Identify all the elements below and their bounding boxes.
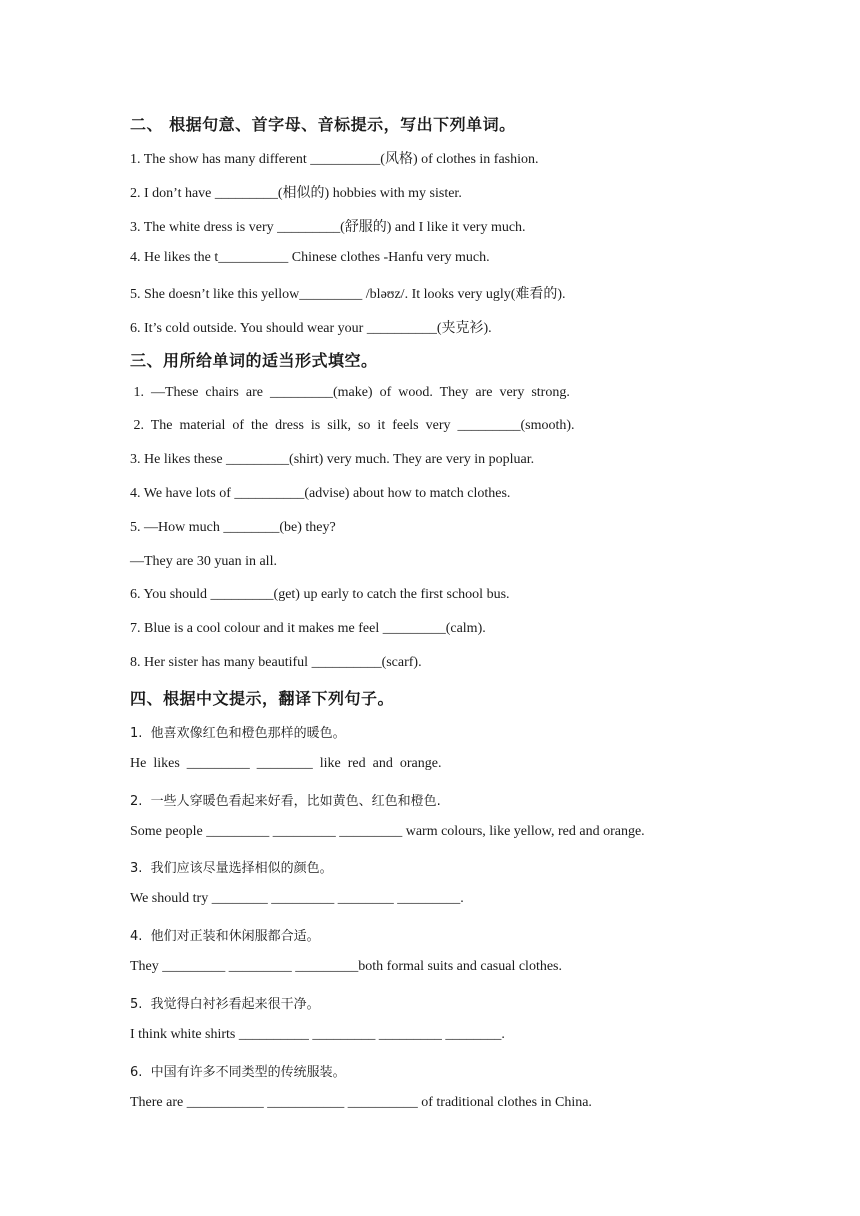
section-heading-3: 三、用所给单词的适当形式填空。 <box>130 351 378 370</box>
translation-line: I think white shirts __________ _________ _________ ________. <box>130 1027 505 1042</box>
chinese-prompt: 3. 我们应该尽量选择相似的颜色。 <box>130 861 333 876</box>
exercise-line: 2. I don’t have _________(相似的) hobbies with my sister. <box>130 186 462 201</box>
exercise-line: 1. —These chairs are _________(make) of wood. They are very strong. <box>130 385 570 400</box>
exercise-line: 6. You should _________(get) up early to catch the first school bus. <box>130 587 510 602</box>
translation-line: They _________ _________ _________both formal suits and casual clothes. <box>130 959 562 974</box>
exercise-line: 8. Her sister has many beautiful __________(scarf). <box>130 655 422 670</box>
translation-line: Some people _________ _________ _________ warm colours, like yellow, red and orange. <box>130 824 645 839</box>
exercise-line: 3. The white dress is very _________(舒服的) and I like it very much. <box>130 220 526 235</box>
exercise-line: 3. He likes these _________(shirt) very much. They are very in popluar. <box>130 452 535 467</box>
translation-line: He likes _________ ________ like red and orange. <box>130 756 442 771</box>
translation-line: There are ___________ ___________ __________ of traditional clothes in China. <box>130 1095 592 1110</box>
section-heading-4: 四、根据中文提示，翻译下列句子。 <box>130 689 395 708</box>
exercise-line: 5. She doesn’t like this yellow_________ /bləʊz/. It looks very ugly(难看的). <box>130 287 566 302</box>
exercise-line: 4. He likes the t__________ Chinese clothes -Hanfu very much. <box>130 250 490 265</box>
chinese-prompt: 2. 一些人穿暖色看起来好看，比如黄色、红色和橙色. <box>130 794 441 809</box>
exercise-line: 1. The show has many different __________(风格) of clothes in fashion. <box>130 152 539 167</box>
exercise-line: 7. Blue is a cool colour and it makes me feel _________(calm). <box>130 621 486 636</box>
chinese-prompt: 6. 中国有许多不同类型的传统服装。 <box>130 1065 346 1080</box>
chinese-prompt: 5. 我觉得白衬衫看起来很干净。 <box>130 997 320 1012</box>
exercise-line: —They are 30 yuan in all. <box>130 554 277 569</box>
section-heading-2: 二、 根据句意、首字母、音标提示，写出下列单词。 <box>130 115 516 134</box>
chinese-prompt: 4. 他们对正装和休闲服都合适。 <box>130 929 320 944</box>
exercise-line: 4. We have lots of __________(advise) about how to match clothes. <box>130 486 511 501</box>
chinese-prompt: 1. 他喜欢像红色和橙色那样的暖色。 <box>130 726 346 741</box>
translation-line: We should try ________ _________ ________ _________. <box>130 891 464 906</box>
exercise-line: 5. —How much ________(be) they? <box>130 520 336 535</box>
exercise-line: 6. It’s cold outside. You should wear your __________(夹克衫). <box>130 321 492 336</box>
exercise-line: 2. The material of the dress is silk, so it feels very _________(smooth). <box>130 418 575 433</box>
